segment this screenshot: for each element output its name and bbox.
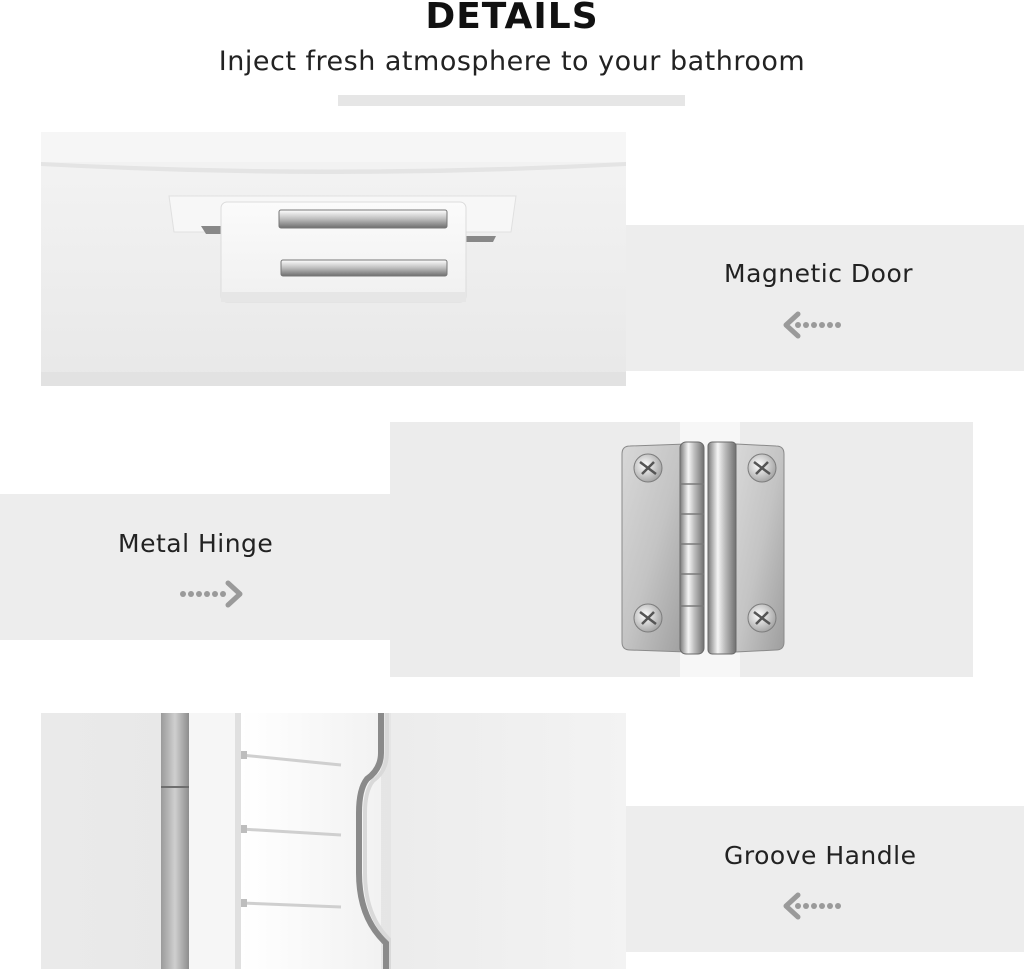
magnetic-catch-icon [41,132,626,386]
metal-hinge-photo [390,422,973,677]
metal-hinge-icon [390,422,973,677]
page-title: DETAILS [425,0,599,37]
feature-label-groove-handle: Groove Handle [724,841,917,870]
feature-label-metal-hinge: Metal Hinge [118,529,274,558]
arrow-left-icon [780,309,848,341]
arrow-right-icon [178,578,246,610]
page-subtitle: Inject fresh atmosphere to your bathroom [218,46,806,77]
groove-handle-icon [41,713,626,969]
magnetic-door-panel [626,225,1024,371]
metal-hinge-panel [0,494,390,640]
groove-handle-panel [626,806,1024,952]
magnetic-door-photo [41,132,626,386]
arrow-left-icon [780,890,848,922]
feature-label-magnetic-door: Magnetic Door [724,259,914,288]
groove-handle-photo [41,713,626,969]
title-divider [338,95,685,106]
